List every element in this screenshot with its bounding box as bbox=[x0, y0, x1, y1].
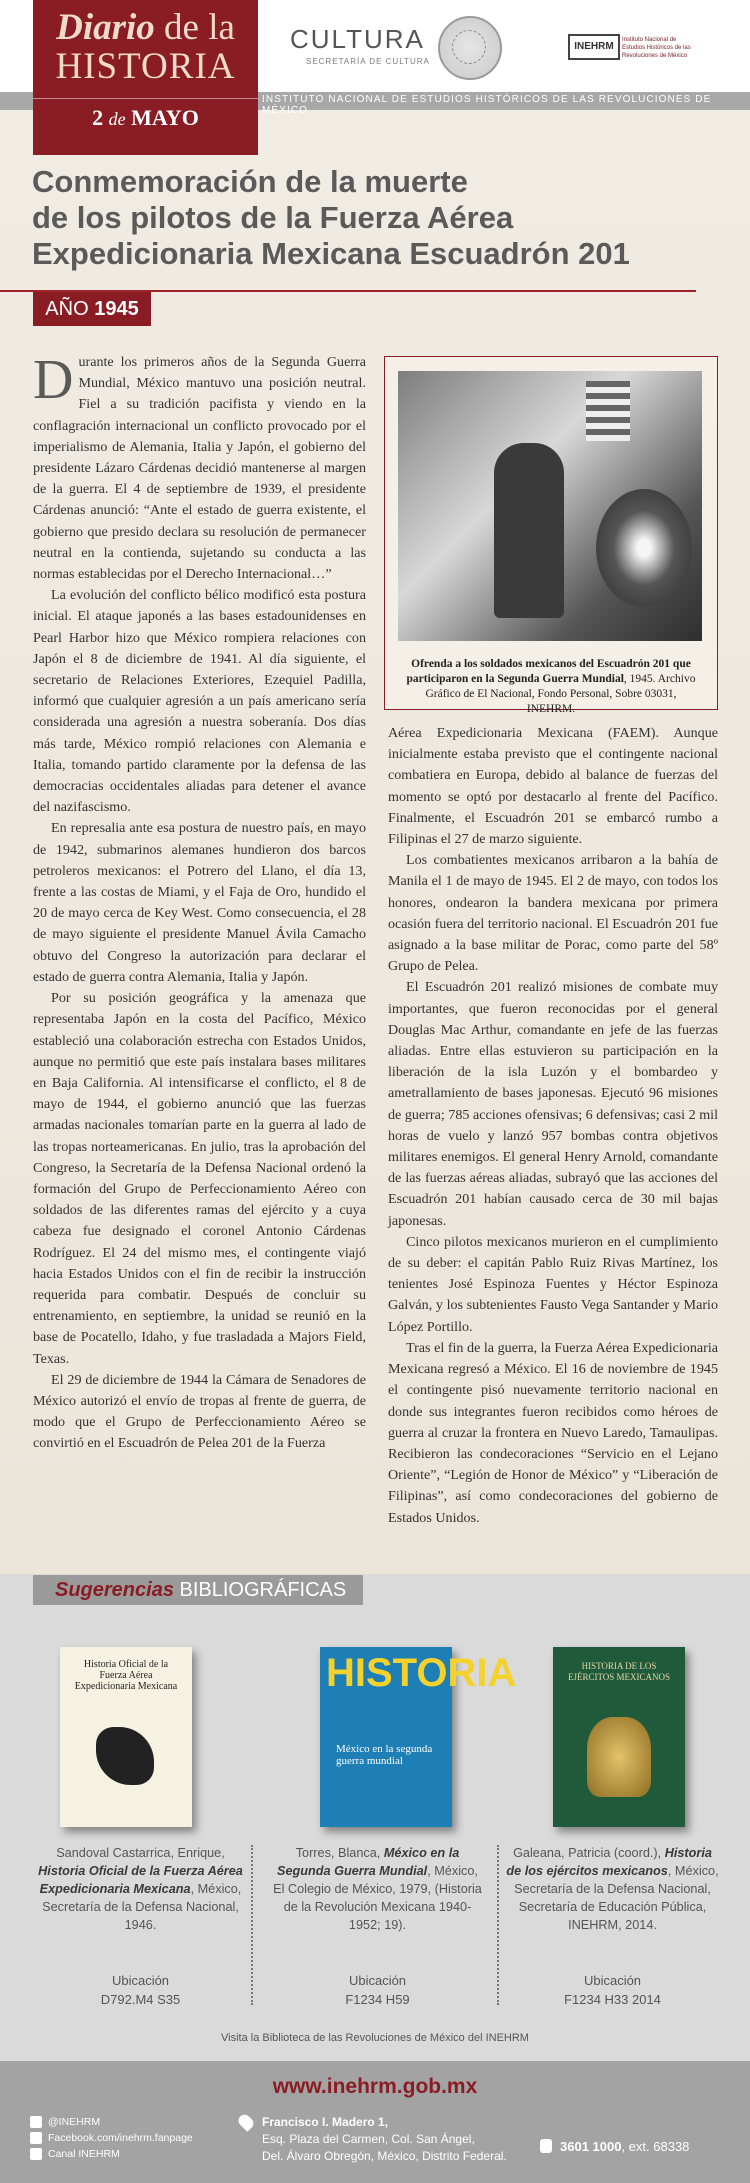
location-code: D792.M4 S35 bbox=[100, 1992, 181, 2007]
ref-author: Sandoval Castarrica, Enrique, bbox=[56, 1846, 225, 1860]
date-month: MAYO bbox=[131, 105, 199, 130]
location-label: Ubicación bbox=[348, 1973, 407, 1988]
year-badge bbox=[33, 292, 151, 326]
ornament-icon bbox=[587, 1717, 651, 1797]
phone-main: 3601 1000 bbox=[560, 2139, 622, 2154]
book-cover-1[interactable] bbox=[60, 1647, 192, 1827]
cultura-subtitle: SECRETARÍA DE CULTURA bbox=[306, 57, 430, 66]
youtube-icon bbox=[30, 2148, 42, 2160]
address-street: Francisco I. Madero 1, bbox=[262, 2115, 389, 2129]
ref-title: Historia Oficial de la Fuerza Aérea Expedicionaria Mexicana bbox=[38, 1864, 243, 1896]
inehrm-line: Instituto Nacional de bbox=[622, 37, 677, 43]
suggestions-title bbox=[33, 1575, 363, 1605]
book-cover-text: HISTORIA bbox=[326, 1651, 517, 1695]
inehrm-line: Estudios Históricos de las bbox=[622, 45, 691, 51]
ink-drawing-icon bbox=[96, 1727, 154, 1785]
phone-number[interactable] bbox=[560, 2139, 689, 2154]
paragraph: El 29 de diciembre de 1944 la Cámara de Senadores de México autorizó el envío de tropas al frente de guerra, de modo que el Grupo de Perfeccionamiento Aéreo se convirtió en el Escuadrón de Pelea 201 de la Fuerza bbox=[33, 1371, 366, 1452]
wreath-figure bbox=[596, 489, 692, 607]
title-line: Conmemoración de la muerte bbox=[32, 164, 468, 199]
paragraph: Aérea Expedicionaria Mexicana (FAEM). Aunque inicialmente estaba previsto que el contingente nacional combatiera en Europa, debido al balance de fuerzas del momento se optó por destacarlo al frente del Pacífico. Finalmente, el Escuadrón 201 se embarcó rumbo a Filipinas el 27 de marzo siguiente. bbox=[388, 725, 718, 848]
dotted-divider bbox=[497, 1845, 499, 2005]
paragraph: Por su posición geográfica y la amenaza que representaba Japón en la costa del Pacífico, México estableció una colaboración estrecha con Estados Unidos, aunque no permitió que este país instalara bases militares en Baja California. Al intensificarse el conflicto, el 8 de mayo de 1944, el gobierno anunció que las fuerzas armadas nacionales tomarían parte en la guerra al lado de las tropas norteamericanas. En julio, tras la aprobación del Congreso, la Secretaría de la Defensa Nacional ordenó la formación del Grupo de Perfeccionamiento Aéreo con soldados de las diferentes ramas del ejército y a cuya cabeza fue designado el coronel Antonio Cárdenas Rodríguez. El 24 del mismo mes, el contingente viajó hacia Estados Unidos con el fin de recibir la instrucción requerida para combatir. Después de concluir su entrenamiento, en septiembre, la unidad se reunió en la base de Pocatello, Idaho, y fue trasladada a Majors Field, Texas. bbox=[33, 990, 366, 1367]
suggestions-rest: BIBLIOGRÁFICAS bbox=[179, 1579, 347, 1601]
book-cover-3[interactable] bbox=[553, 1647, 685, 1827]
article-title bbox=[32, 164, 722, 272]
ref-publisher: , México, Secretaría de la Defensa Nacional, Secretaría de Educación Pública, INEHRM, 2014. bbox=[514, 1864, 719, 1932]
website-link[interactable]: www.inehrm.gob.mx bbox=[272, 2075, 478, 2098]
inehrm-line: Revoluciones de México bbox=[622, 53, 688, 59]
flag-icon bbox=[586, 381, 630, 441]
facebook-url: Facebook.com/inehrm.fanpage bbox=[48, 2132, 193, 2144]
phone-ext: , ext. 68338 bbox=[621, 2139, 690, 2154]
inehrm-logo[interactable]: INEHRM bbox=[568, 34, 620, 60]
book-reference-2 bbox=[270, 1844, 485, 1934]
book-location-1 bbox=[33, 1971, 248, 2009]
ref-author: Torres, Blanca, bbox=[295, 1846, 381, 1860]
location-code: F1234 H33 2014 bbox=[564, 1992, 661, 2007]
seal-eagle-icon bbox=[452, 30, 486, 64]
institute-bar-text: INSTITUTO NACIONAL DE ESTUDIOS HISTÓRICOS DE LAS REVOLUCIONES DE MÉXICO bbox=[262, 94, 712, 116]
caption-bold: Ofrenda a los soldados mexicanos del Escuadrón 201 que participaron en la Segunda Guerra Mundial bbox=[406, 658, 691, 685]
logo-date bbox=[33, 98, 258, 131]
paragraph bbox=[33, 349, 366, 585]
paragraph-text: urante los primeros años de la Segunda Guerra Mundial, México mantuvo una posición neutral. Fiel a su tradición pacifista y viendo en la conflagración internacional un conflicto provocado por el imperialismo de Alemania, Italia y Japón, el gobierno del presidente Lázaro Cárdenas decidió mantenerse al margen de la guerra. El 4 de septiembre de 1939, el presidente Cárdenas anunció: “Ante el estado de guerra existente, el gobierno que presido declara su resolución de permanecer neutral en la contienda, sujetando su conducta a las normas establecidas por el Derecho Internacional…” bbox=[33, 354, 366, 583]
logo-historia: HISTORIA bbox=[55, 46, 236, 87]
social-links bbox=[30, 2114, 193, 2162]
paragraph: El Escuadrón 201 realizó misiones de combate muy importantes, que fueron reconocidas por el general Douglas Mac Arthur, comandante en jefe de las fuerzas aliadas. Entre ellas estuvieron su participación en la liberación de la isla Luzón y el bombardeo y ametrallamiento de bases japonesas. Ejecutó 96 misiones de guerra; 785 acciones ofensivas; 6 defensivas; casi 2 mil horas de vuelo y lanzó 957 bombas contra objetivos militares enemigos. El general Henry Arnold, comandante de las fuerzas aéreas aliadas, subrayó que las acciones del Escuadrón 201 habían causado cerca de 30 mil bajas japonesas. bbox=[388, 979, 718, 1229]
ref-publisher: , México, Secretaría de la Defensa Nacional, 1946. bbox=[42, 1882, 242, 1932]
title-line: de los pilotos de la Fuerza Aérea bbox=[32, 200, 514, 235]
ref-publisher: , México, El Colegio de México, 1979, (Historia de la Revolución Mexicana 1940-1952; 19). bbox=[273, 1864, 482, 1932]
book-reference-1 bbox=[33, 1844, 248, 1934]
twitter-handle: @INEHRM bbox=[48, 2116, 101, 2128]
article-column-2 bbox=[388, 723, 718, 1529]
book-reference-3 bbox=[505, 1844, 720, 1934]
twitter-link[interactable] bbox=[30, 2114, 193, 2130]
diario-logo[interactable] bbox=[33, 0, 258, 155]
facebook-link[interactable] bbox=[30, 2130, 193, 2146]
location-label: Ubicación bbox=[111, 1973, 170, 1988]
youtube-channel: Canal INEHRM bbox=[48, 2148, 120, 2160]
dotted-divider bbox=[251, 1845, 253, 2005]
phone-icon bbox=[540, 2139, 552, 2153]
suggestions-italic: Sugerencias bbox=[55, 1579, 174, 1601]
ref-title: México en la Segunda Guerra Mundial bbox=[277, 1846, 460, 1878]
address bbox=[262, 2114, 507, 2165]
book-cover-subtitle: México en la segunda guerra mundial bbox=[336, 1743, 433, 1767]
photo-figure bbox=[384, 356, 718, 715]
year-label: AÑO bbox=[45, 298, 89, 320]
paragraph: Tras el fin de la guerra, la Fuerza Aérea Expedicionaria Mexicana regresó a México. El 16 de noviembre de 1945 el contingente pisó nuevamente territorio nacional en donde sus integrantes fueron recibidos como héroes de guerra al cruzar la frontera en Nuevo Laredo, Tamaulipas. Recibieron las condecoraciones “Servicio en el Lejano Oriente”, “Legión de Honor de México” y “Liberación de Filipinas”, así como condecoraciones del gobierno de Estados Unidos. bbox=[388, 1339, 718, 1526]
book-cover-text: HISTORIA DE LOS EJÉRCITOS MEXICANOS bbox=[567, 1661, 671, 1682]
address-line: Esq. Plaza del Carmen, Col. San Ángel, bbox=[262, 2132, 475, 2146]
address-line: Del. Álvaro Obregón, México, Distrito Federal. bbox=[262, 2149, 507, 2163]
caption-rest: , 1945. Archivo Gráfico de El Nacional, Fondo Personal, Sobre 03031, INEHRM. bbox=[425, 673, 696, 715]
inehrm-fullname bbox=[622, 36, 691, 60]
soldier-figure bbox=[494, 443, 564, 618]
date-day: 2 bbox=[92, 105, 104, 130]
paragraph: Los combatientes mexicanos arribaron a la bahía de Manila el 1 de mayo de 1945. El 2 de mayo, con todos los honores, ondearon la bandera mexicana por primera ocasión fuera del territorio nacional. El Escuadrón 201 fue asignado a la base militar de Porac, como parte del 58º Grupo de Pelea. bbox=[388, 852, 718, 975]
cultura-logo[interactable]: CULTURA bbox=[290, 24, 425, 54]
library-visit-note: Visita la Biblioteca de las Revoluciones de México del INEHRM bbox=[221, 2032, 529, 2044]
book-cover-2[interactable] bbox=[320, 1647, 517, 1827]
twitter-icon bbox=[30, 2116, 42, 2128]
book-location-3 bbox=[505, 1971, 720, 2009]
drop-cap: D bbox=[33, 349, 74, 411]
paragraph: En represalia ante esa postura de nuestro país, en mayo de 1942, submarinos alemanes hundieron dos barcos petroleros mexicanos: el Potrero del Llano, el día 13, frente a las costas de Miami, y el Faja de Oro, hundido el 20 de mayo cerca de Key West. Como consecuencia, el 28 de mayo siguiente el presidente Manuel Ávila Camacho obtuvo del Congreso la autorización para declarar el estado de guerra contra Alemania, Italia y Japón. bbox=[33, 820, 366, 985]
book-cover-text: Historia Oficial de la Fuerza Aérea Expedicionaria Mexicana bbox=[74, 1659, 178, 1692]
logo-diario: Diario bbox=[56, 7, 155, 48]
logo-de-la: de la bbox=[164, 7, 235, 48]
ref-title: Historia de los ejércitos mexicanos bbox=[506, 1846, 712, 1878]
year-value: 1945 bbox=[94, 298, 139, 320]
youtube-link[interactable] bbox=[30, 2146, 193, 2162]
date-de: de bbox=[108, 109, 126, 129]
book-location-2 bbox=[270, 1971, 485, 2009]
location-code: F1234 H59 bbox=[345, 1992, 410, 2007]
photo-caption bbox=[401, 657, 701, 717]
title-line: Expedicionaria Mexicana Escuadrón 201 bbox=[32, 236, 630, 271]
paragraph: La evolución del conflicto bélico modificó esta postura inicial. El ataque japonés a las bases estadounidenses en Pearl Harbor hizo que México rompiera relaciones con Japón el 8 de diciembre de 1941. Al día siguiente, el secretario de Relaciones Exteriores, Ezequiel Padilla, informó que cualquier agresión a un país americano sería considerada una agresión a nuestra soberanía. Dos días más tarde, México rompió relaciones con Alemania e Italia, tomando partido claramente por la defensa de las democracias occidentales aliadas para detener el avance del nazifascismo. bbox=[33, 587, 366, 816]
historical-photo bbox=[398, 371, 702, 641]
location-label: Ubicación bbox=[583, 1973, 642, 1988]
ref-author: Galeana, Patricia (coord.), bbox=[513, 1846, 662, 1860]
facebook-icon bbox=[30, 2132, 42, 2144]
article-column-1 bbox=[33, 349, 366, 1455]
paragraph: Cinco pilotos mexicanos murieron en el cumplimiento de su deber: el capitán Pablo Ruiz Rivas Martínez, los tenientes José Espinoza Fuentes y Héctor Espinoza Galván, y los subtenientes Fausto Vega Santander y Mario López Portillo. bbox=[388, 1233, 718, 1335]
